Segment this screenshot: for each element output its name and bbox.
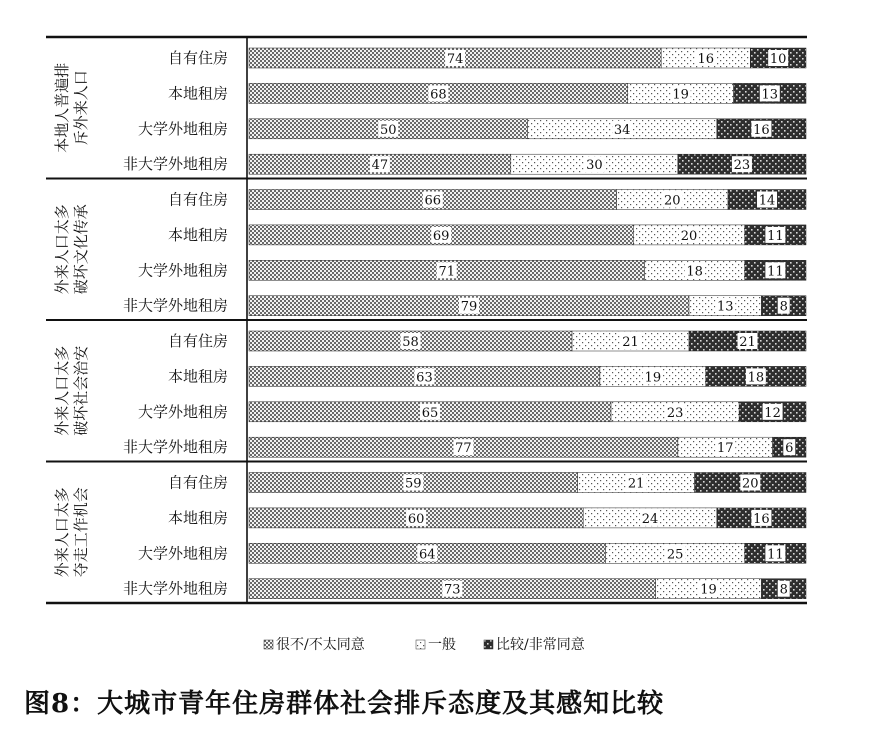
data-label: 24 bbox=[641, 511, 659, 527]
data-label: 11 bbox=[767, 228, 784, 244]
category-label: 本地租房 bbox=[167, 225, 228, 244]
data-label: 13 bbox=[761, 87, 779, 103]
category-label: 自有住房 bbox=[167, 49, 228, 67]
legend-entry: 很不/不太同意 bbox=[276, 637, 365, 653]
category-label: 非大学外地租房 bbox=[122, 579, 228, 598]
data-label: 63 bbox=[416, 370, 433, 386]
data-label: 71 bbox=[438, 264, 456, 280]
legend-swatch bbox=[416, 640, 425, 649]
data-label: 64 bbox=[418, 547, 436, 563]
data-label: 79 bbox=[460, 299, 478, 315]
legend-entry: 比较/非常同意 bbox=[496, 637, 585, 653]
category-label: 本地租房 bbox=[167, 367, 228, 386]
data-label: 34 bbox=[613, 122, 631, 138]
legend-swatch bbox=[484, 640, 493, 649]
group-label: 外来人口太多破坏文化传承 bbox=[53, 204, 90, 295]
data-label: 50 bbox=[379, 122, 397, 138]
data-label: 19 bbox=[672, 87, 689, 103]
data-label: 13 bbox=[716, 299, 734, 315]
data-label: 18 bbox=[747, 370, 765, 386]
group-label: 本地人普遍排斥外来人口 bbox=[53, 62, 90, 153]
data-label: 66 bbox=[424, 193, 442, 209]
legend-entry: 一般 bbox=[428, 637, 456, 653]
data-label: 16 bbox=[697, 52, 715, 67]
data-label: 30 bbox=[586, 158, 603, 174]
data-label: 23 bbox=[733, 158, 751, 174]
data-label: 20 bbox=[742, 476, 759, 492]
data-label: 59 bbox=[405, 476, 422, 492]
category-label: 大学外地租房 bbox=[137, 544, 228, 563]
data-label: 21 bbox=[627, 476, 645, 492]
category-label: 非大学外地租房 bbox=[122, 155, 228, 174]
data-label: 10 bbox=[769, 52, 787, 67]
data-label: 21 bbox=[739, 335, 756, 350]
category-label: 自有住房 bbox=[167, 473, 228, 492]
category-label: 自有住房 bbox=[167, 332, 228, 350]
data-label: 65 bbox=[421, 405, 439, 421]
data-label: 69 bbox=[432, 228, 450, 244]
data-label: 74 bbox=[446, 52, 464, 67]
data-label: 23 bbox=[666, 405, 684, 421]
data-label: 19 bbox=[700, 582, 717, 598]
data-label: 73 bbox=[444, 582, 461, 598]
legend-swatch bbox=[264, 640, 273, 649]
data-label: 8 bbox=[779, 582, 788, 598]
chart-body bbox=[46, 37, 807, 603]
category-label: 本地租房 bbox=[167, 508, 228, 527]
data-label: 47 bbox=[371, 158, 389, 174]
data-label: 12 bbox=[764, 405, 781, 421]
category-label: 大学外地租房 bbox=[137, 119, 228, 138]
data-label: 6 bbox=[785, 441, 794, 457]
data-label: 20 bbox=[664, 193, 681, 209]
figure-caption: 图8：大城市青年住房群体社会排斥态度及其感知比较 bbox=[24, 689, 665, 719]
data-label: 77 bbox=[455, 441, 472, 457]
data-label: 14 bbox=[758, 193, 776, 209]
data-label: 25 bbox=[666, 547, 684, 563]
legend bbox=[264, 636, 585, 653]
category-label: 本地租房 bbox=[167, 84, 228, 103]
group-label: 外来人口太多破坏社会治安 bbox=[53, 345, 90, 436]
data-label: 68 bbox=[430, 87, 447, 103]
data-label: 16 bbox=[753, 511, 770, 527]
category-label: 非大学外地租房 bbox=[122, 296, 228, 315]
data-label: 8 bbox=[779, 299, 788, 315]
category-label: 自有住房 bbox=[167, 190, 228, 209]
data-label: 58 bbox=[402, 335, 419, 350]
data-label: 11 bbox=[767, 547, 784, 563]
data-label: 60 bbox=[407, 511, 425, 527]
data-label: 19 bbox=[644, 370, 662, 386]
category-label: 非大学外地租房 bbox=[122, 438, 228, 457]
data-label: 17 bbox=[716, 441, 734, 457]
data-label: 16 bbox=[753, 122, 770, 138]
category-label: 大学外地租房 bbox=[137, 261, 228, 280]
data-label: 20 bbox=[680, 228, 698, 244]
data-label: 18 bbox=[686, 264, 703, 280]
data-label: 21 bbox=[622, 335, 639, 350]
data-label: 11 bbox=[767, 264, 784, 280]
group-label: 外来人口太多夺走工作机会 bbox=[53, 487, 90, 578]
category-label: 大学外地租房 bbox=[137, 402, 228, 421]
